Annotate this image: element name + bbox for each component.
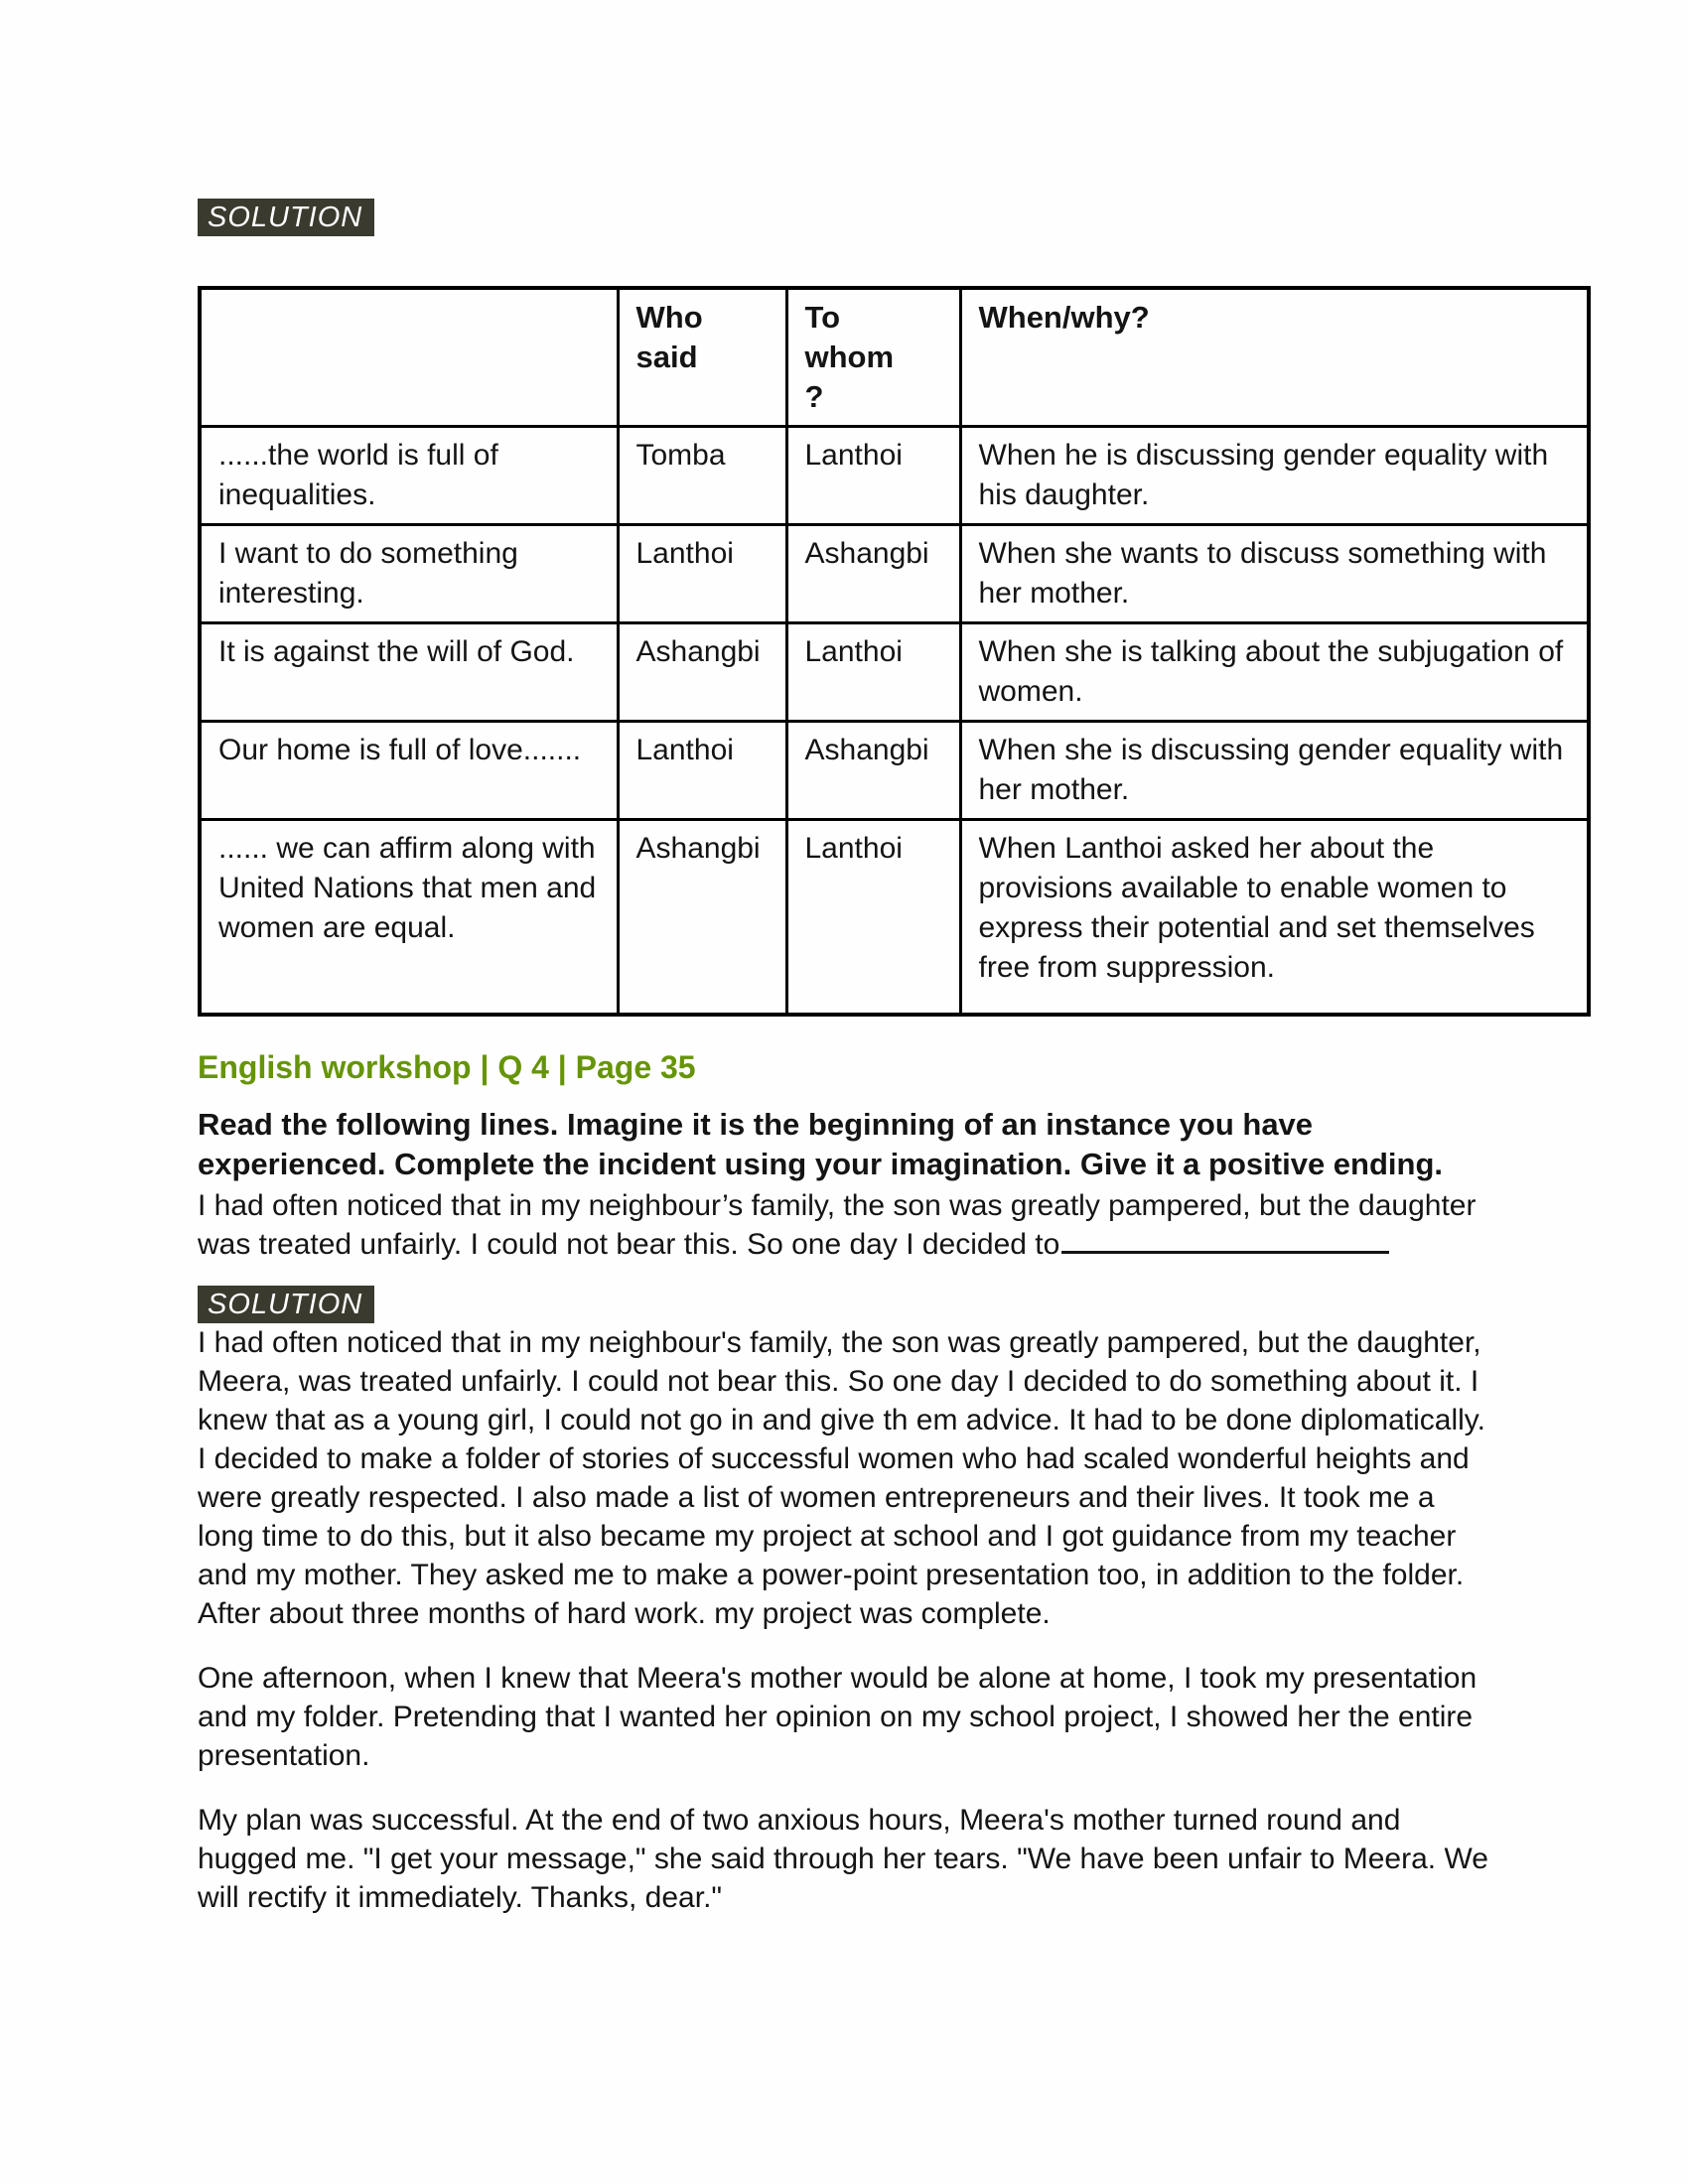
section-heading: English workshop | Q 4 | Page 35 — [198, 1048, 696, 1085]
when-why-cell: When she wants to discuss something with her mother. — [960, 525, 1589, 623]
question-stem-tail: to — [1035, 1227, 1060, 1261]
question-stem — [198, 1186, 1488, 1264]
when-why-cell: When he is discussing gender equality with his daughter. — [960, 427, 1589, 525]
to-whom-cell: Lanthoi — [786, 427, 960, 525]
page-content — [198, 199, 1588, 1917]
who-said-cell: Ashangbi — [618, 623, 786, 722]
table-row — [200, 820, 1589, 1015]
quote-cell: ...... we can affirm along with United Nations that men and women are equal. — [200, 820, 618, 1015]
when-why-cell: When she is discussing gender equality with her mother. — [960, 722, 1589, 820]
answer-paragraph-1: I had often noticed that in my neighbour's family, the son was greatly pampered, but the daughter, Meera, was treated unfairly. I could not bear this. So one day I decided to do something about it. I knew that as a young girl, I could not go in and give th em advice. It had to be done diplomatically. I decided to make a folder of stories of successful women who had scaled wonderful heights and were greatly respected. I also made a list of women entrepreneurs and their lives. It took me a long time to do this, but it also became my project at school and I got guidance from my teacher and my mother. They asked me to make a power-point presentation too, in addition to the folder. After about three months of hard work. my project was complete. — [198, 1325, 1485, 1630]
to-whom-cell: Ashangbi — [786, 722, 960, 820]
when-why-cell: When Lanthoi asked her about the provisions available to enable women to express their potential and set themselves free from suppression. — [960, 820, 1589, 1015]
header-blank — [200, 288, 618, 427]
header-to-whom: To whom? — [786, 288, 960, 427]
table-row — [200, 427, 1589, 525]
question-instruction: Read the following lines. Imagine it is the beginning of an instance you have experienced. Complete the incident using your imagination. Give it a positive ending. — [198, 1106, 1444, 1181]
header-who-said: Who said — [618, 288, 786, 427]
quote-cell: ......the world is full of inequalities. — [200, 427, 618, 525]
header-when-why: When/why? — [960, 288, 1589, 427]
fill-in-blank-line — [1061, 1247, 1389, 1254]
fill-in-blank-group — [1035, 1228, 1389, 1261]
who-said-cell: Tomba — [618, 427, 786, 525]
to-whom-cell: Lanthoi — [786, 820, 960, 1015]
question-stem-text: I had often noticed that in my neighbour’s family, the son was greatly pampered, but the daughter was treated unfairly. I could not bear this. So one day I decided — [198, 1188, 1477, 1261]
solution-label: SOLUTION — [198, 199, 374, 236]
table-row — [200, 525, 1589, 623]
who-said-cell: Ashangbi — [618, 820, 786, 1015]
table-row — [200, 722, 1589, 820]
table-header-row — [200, 288, 1589, 427]
quote-cell: I want to do something interesting. — [200, 525, 618, 623]
answer-paragraph-3: My plan was successful. At the end of two anxious hours, Meera's mother turned round and hugged me. "I get your message," she said through her tears. "We have been unfair to Meera. We will rectify it immediately. Thanks, dear." — [198, 1803, 1488, 1914]
answers-table — [198, 286, 1591, 1017]
to-whom-cell: Ashangbi — [786, 525, 960, 623]
table-row — [200, 623, 1589, 722]
quote-cell: It is against the will of God. — [200, 623, 618, 722]
to-whom-cell: Lanthoi — [786, 623, 960, 722]
solution-label-2: SOLUTION — [198, 1286, 374, 1323]
when-why-cell: When she is talking about the subjugation of women. — [960, 623, 1589, 722]
who-said-cell: Lanthoi — [618, 722, 786, 820]
quote-cell: Our home is full of love....... — [200, 722, 618, 820]
who-said-cell: Lanthoi — [618, 525, 786, 623]
answer-paragraph-2: One afternoon, when I knew that Meera's mother would be alone at home, I took my presentation and my folder. Pretending that I wanted her opinion on my school project, I showed her the entire presentation. — [198, 1661, 1477, 1772]
